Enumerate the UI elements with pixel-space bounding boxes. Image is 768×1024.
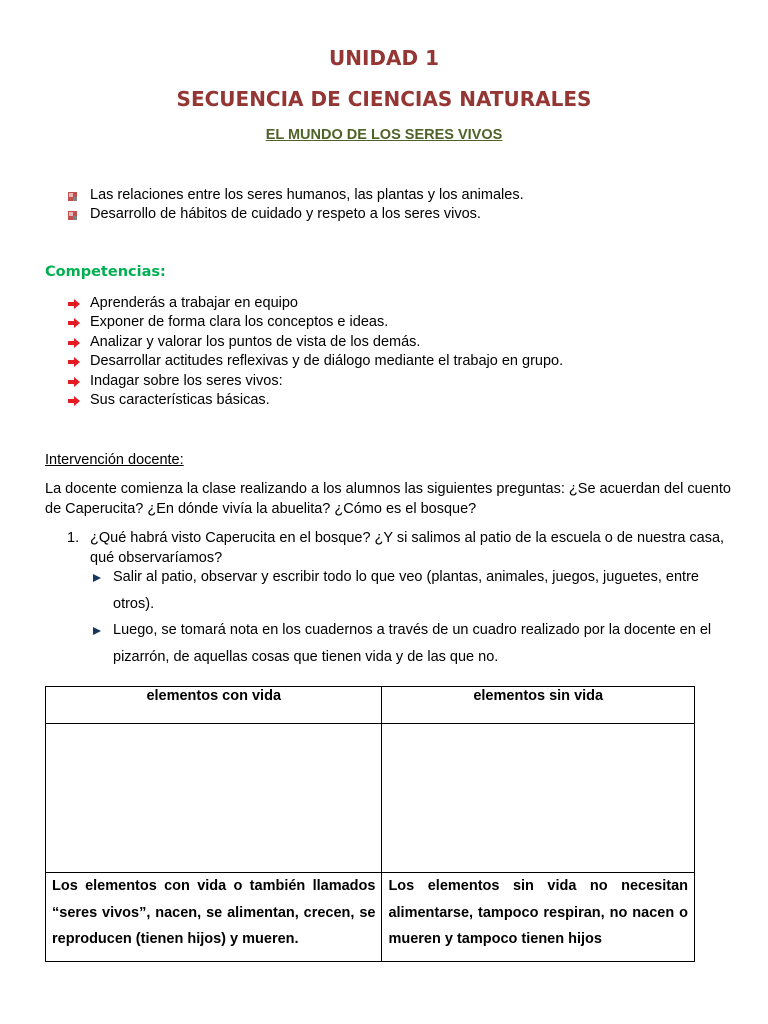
square-bullet-icon: [68, 211, 77, 220]
list-item: [68, 186, 524, 205]
arrow-bullet-icon: [68, 396, 80, 406]
list-item: [68, 313, 563, 332]
table-cell-empty: [382, 724, 695, 873]
list-item-text: Analizar y valorar los puntos de vista de los demás.: [90, 333, 421, 350]
list-item-text: Desarrollar actitudes reflexivas y de diálogo mediante el trabajo en grupo.: [90, 353, 564, 370]
step-item: [92, 564, 732, 617]
sequence-title: SECUENCIA DE CIENCIAS NATURALES: [176, 87, 592, 111]
unit-title: UNIDAD 1: [329, 46, 439, 70]
arrow-bullet-icon: [68, 377, 80, 387]
arrow-bullet-icon: [68, 338, 80, 348]
list-item-text: Aprenderás a trabajar en equipo: [90, 295, 298, 311]
table-row: [46, 724, 695, 873]
list-item: [68, 333, 563, 352]
list-item-text: Desarrollo de hábitos de cuidado y respeto a los seres vivos.: [90, 206, 481, 223]
list-item: [68, 391, 563, 410]
intervencion-heading: Intervención docente:: [45, 452, 184, 468]
question-text: ¿Qué habrá visto Caperucita en el bosque? ¿Y si salimos al patio de la escuela o de nuestra casa, qué observaríamos?: [90, 530, 725, 566]
topic-subtitle: EL MUNDO DE LOS SERES VIVOS: [265, 127, 503, 143]
list-item: [68, 372, 563, 391]
header-with-life: elementos con vida: [46, 687, 382, 724]
list-item-text: Las relaciones entre los seres humanos, las plantas y los animales.: [90, 187, 524, 203]
table-header-row: [46, 687, 695, 724]
triangle-bullet-icon: [92, 573, 102, 583]
arrow-bullet-icon: [68, 318, 80, 328]
competencias-list: [68, 294, 563, 410]
question-number: 1.: [67, 530, 80, 546]
contents-list: [68, 186, 524, 225]
arrow-bullet-icon: [68, 357, 80, 367]
list-item-text: Indagar sobre los seres vivos:: [90, 372, 283, 389]
numbered-question: [67, 529, 737, 568]
step-text: Luego, se tomará nota en los cuadernos a través de un cuadro realizado por la docente en el pizarrón, de aquellas cosas que tienen vida y de las que no.: [113, 622, 712, 665]
classification-table: [45, 686, 695, 962]
list-item-text: Exponer de forma clara los conceptos e ideas.: [90, 314, 389, 331]
list-item: [68, 294, 563, 313]
competencias-heading: Competencias:: [45, 264, 166, 280]
list-item: [68, 352, 563, 371]
list-item: [68, 205, 524, 224]
table-cell-empty: [46, 724, 382, 873]
square-bullet-icon: [68, 192, 77, 201]
list-item-text: Sus características básicas.: [90, 391, 270, 408]
step-item: [92, 617, 732, 670]
triangle-bullet-icon: [92, 626, 102, 636]
header-without-life: elementos sin vida: [382, 687, 695, 724]
desc-with-life: Los elementos con vida o también llamados “seres vivos”, nacen, se alimentan, crecen, se reproducen (tienen hijos) y mueren.: [46, 873, 382, 962]
intervencion-intro: La docente comienza la clase realizando a los alumnos las siguientes preguntas: ¿Se acuerdan del cuento de Caperucita? ¿En dónde vivía la abuelita? ¿Cómo es el bosque?: [45, 481, 731, 517]
arrow-bullet-icon: [68, 299, 80, 309]
step-text: Salir al patio, observar y escribir todo lo que veo (plantas, animales, juegos, juguetes, entre otros).: [113, 569, 699, 612]
table-row: [46, 873, 695, 962]
desc-without-life: Los elementos sin vida no necesitan alimentarse, tampoco respiran, no nacen o mueren y tampoco tienen hijos: [382, 873, 695, 962]
